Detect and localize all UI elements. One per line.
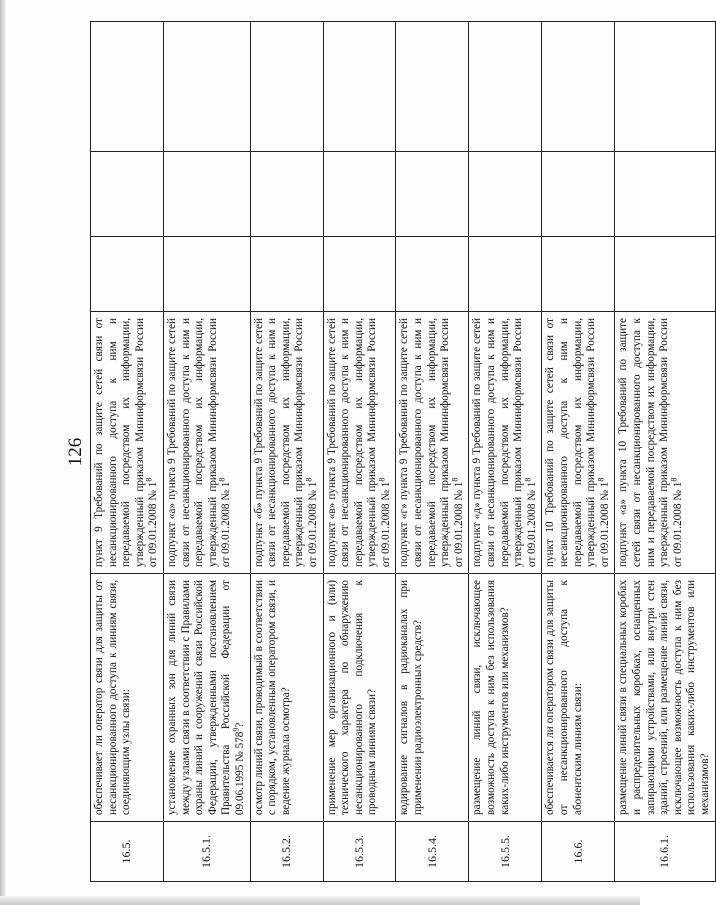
- item-number: 16.5.5.: [469, 822, 542, 882]
- notes-cell: [615, 22, 715, 152]
- reference-cell: [542, 312, 615, 574]
- footnote-mark: 8: [217, 477, 227, 482]
- answer-cell-no: [396, 152, 469, 237]
- reference-text: пункт 10 Требований по защите сетей связи от несанкционированного доступа к ним и передаваемой посредством их информации, утвержденный приказом Мининформсвязи России от 09.01.2008 № 1: [544, 318, 611, 567]
- scan-edge-bottom: [0, 896, 640, 905]
- answer-cell-yes: [542, 237, 615, 312]
- answer-cell-no: [323, 152, 396, 237]
- question-cell: размещение линий связи, исключающее возможность доступа к ним без использования каких-либо инструментов или механизмов?: [469, 574, 542, 822]
- answer-cell-yes: [615, 237, 715, 312]
- answer-cell-yes: [396, 237, 469, 312]
- reference-cell: [163, 312, 250, 574]
- answer-cell-no: [469, 152, 542, 237]
- table-row: [91, 22, 164, 882]
- reference-text: подпункт «г» пункта 9 Требований по защите сетей связи от несанкционированного доступа к ним и передаваемой посредством их информации, утвержденный приказом Мининформсвязи России от 09.01.2008 № 1: [398, 318, 465, 567]
- table-row: [469, 22, 542, 882]
- reference-cell: [323, 312, 396, 574]
- notes-cell: [323, 22, 396, 152]
- question-tail: ?: [233, 722, 246, 728]
- footnote-mark: 8: [596, 477, 606, 482]
- table-row: [542, 22, 615, 882]
- answer-cell-no: [615, 152, 715, 237]
- footnote-mark: 9: [231, 727, 241, 732]
- footnote-mark: 8: [304, 477, 314, 482]
- reference-text: подпункт «а» пункта 9 Требований по защите сетей связи от несанкционированного доступа к ним и передаваемой посредством их информации, утвержденный приказом Мининформсвязи России от 09.01.2008 № 1: [165, 318, 233, 567]
- item-number: 16.5.4.: [396, 822, 469, 882]
- reference-text: подпункт «а» пункта 10 Требований по защите сетей связи от несанкционированного доступа к ним и передаваемой посредством их информации, утвержденный приказом Мининформсвязи России от 09.01.2008 № 1: [617, 318, 684, 567]
- answer-cell-yes: [250, 237, 323, 312]
- item-number: 16.5.3.: [323, 822, 396, 882]
- notes-cell: [469, 22, 542, 152]
- item-number: 16.5.: [91, 822, 164, 882]
- reference-text: подпункт «д» пункта 9 Требований по защите сетей связи от несанкционированного доступа к ним и передаваемой посредством их информации, утвержденный приказом Мининформсвязи России от 09.01.2008 № 1: [471, 318, 538, 567]
- footnote-mark: 8: [450, 477, 460, 482]
- answer-cell-no: [91, 152, 164, 237]
- question-cell: кодирование сигналов в радиоканалах при применении радиоэлектронных средств?: [396, 574, 469, 822]
- footnote-mark: 8: [144, 477, 154, 482]
- scan-edge-left: [0, 0, 6, 905]
- reference-text: подпункт «б» пункта 9 Требований по защите сетей связи от несанкционированного доступа к ним и передаваемой посредством их информации, утвержденный приказом Мининформсвязи России от 09.01.2008 № 1: [252, 318, 319, 567]
- answer-cell-no: [250, 152, 323, 237]
- question-cell: применение мер организационного и (или) технического характера по обнаружению несанкционированного подключения к проводным линиям связи?: [323, 574, 396, 822]
- table-row: [615, 22, 715, 882]
- footnote-mark: 8: [669, 477, 679, 482]
- notes-cell: [396, 22, 469, 152]
- footnote-mark: 8: [377, 477, 387, 482]
- reference-text: подпункт «в» пункта 9 Требований по защите сетей связи от несанкционированного доступа к ним и передаваемой посредством их информации, утвержденный приказом Мининформсвязи России от 09.01.2008 № 1: [325, 318, 392, 567]
- question-cell: обеспечивается ли оператором связи для защиты от несанкционированного доступа к абонентским линиям связи:: [542, 574, 615, 822]
- notes-cell: [250, 22, 323, 152]
- answer-cell-no: [542, 152, 615, 237]
- answer-cell-yes: [469, 237, 542, 312]
- notes-cell: [542, 22, 615, 152]
- question-text: установление охранных зон для линий связи между узлами связи в соответствии с Правилами охраны линий и сооружений связи Российской Федерации, утвержденными постановлением Правительства Российской Федерации от 09.06.1995 № 578: [165, 580, 246, 815]
- question-cell: [163, 574, 250, 822]
- item-number: 16.5.1.: [163, 822, 250, 882]
- item-number: 16.6.: [542, 822, 615, 882]
- reference-cell: [396, 312, 469, 574]
- item-number: 16.5.2.: [250, 822, 323, 882]
- footnote-mark: 8: [523, 477, 533, 482]
- question-cell: обеспечивает ли оператор связи для защиты от несанкционированного доступа к линиям связи, соединяющим узлы связи:: [91, 574, 164, 822]
- reference-cell: [250, 312, 323, 574]
- answer-cell-yes: [163, 237, 250, 312]
- reference-cell: [91, 312, 164, 574]
- checklist-table: [90, 21, 716, 882]
- reference-text: пункт 9 Требований по защите сетей связи от несанкционированного доступа к ним и передаваемой посредством их информации, утвержденный приказом Мининформсвязи России от 09.01.2008 № 1: [93, 318, 160, 567]
- page-number: 126: [65, 437, 86, 467]
- answer-cell-yes: [323, 237, 396, 312]
- reference-cell: [615, 312, 715, 574]
- answer-cell-yes: [91, 237, 164, 312]
- question-cell: размещение линий связи в специальных коробах и распределительных коробках, оснащенных запирающими устройствами, или внутри стен зданий, строений, или размещение линий связи, исключающее возможность доступа к ним без использования каких-либо инструментов или механизмов?: [615, 574, 715, 822]
- table-row: [323, 22, 396, 882]
- table-row: [396, 22, 469, 882]
- item-number: 16.6.1.: [615, 822, 715, 882]
- answer-cell-no: [163, 152, 250, 237]
- rotated-sheet: [62, 22, 711, 882]
- reference-cell: [469, 312, 542, 574]
- question-cell: осмотр линий связи, проводимый в соответствии с порядком, установленным оператором связи, и ведение журнала осмотра?: [250, 574, 323, 822]
- table-row: [250, 22, 323, 882]
- table-row: [163, 22, 250, 882]
- notes-cell: [163, 22, 250, 152]
- notes-cell: [91, 22, 164, 152]
